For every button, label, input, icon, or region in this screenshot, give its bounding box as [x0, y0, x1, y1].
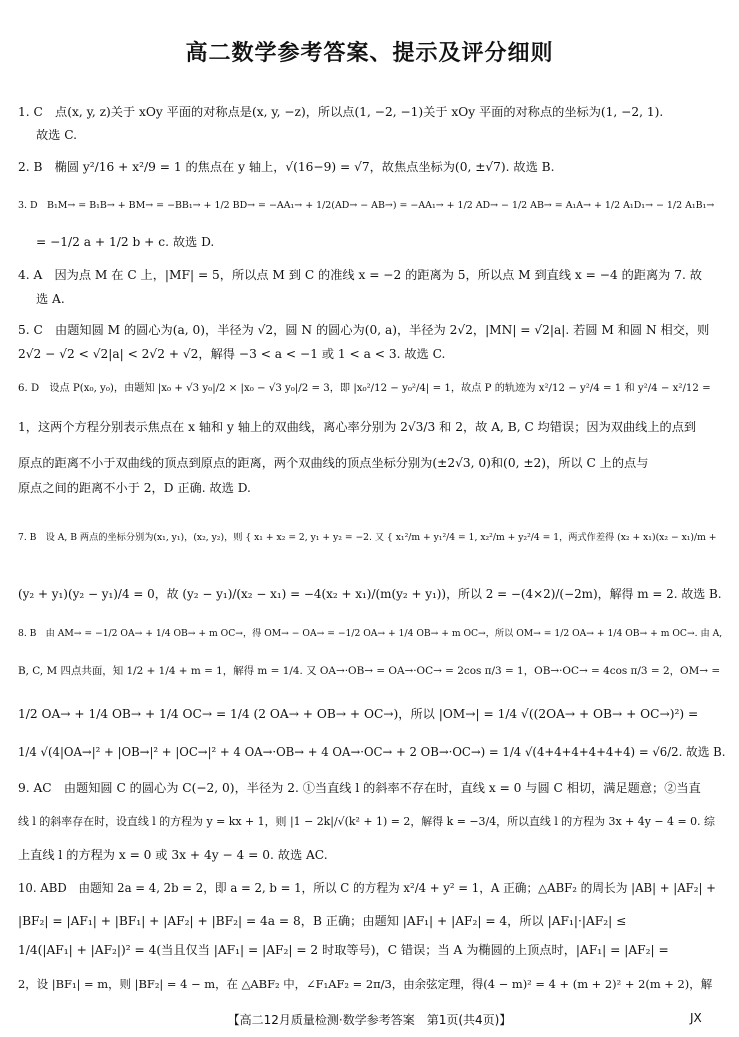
- answer-line-4: 3. D B₁M→ = B₁B→ + BM→ = −BB₁→ + 1/2 BD→ = −AA₁→ + 1/2(AD→ − AB→) = −AA₁→ + 1/2 AD→ − 1/2 AB→ = A₁A→ + 1/2 A₁D₁→ − 1/2 A₁B₁→: [18, 200, 715, 211]
- answer-line-11: 1，这两个方程分别表示焦点在 x 轴和 y 轴上的双曲线，离心率分别为 2√3/3 和 2，故 A, B, C 均错误；因为双曲线上的点到: [18, 420, 697, 434]
- answer-line-16: 8. B 由 AM→ = −1/2 OA→ + 1/4 OB→ + m OC→，得 OM→ − OA→ = −1/2 OA→ + 1/4 OB→ + m OC→，所以 OM→ = 1/2 OA→ + 1/4 OB→ + m OC→. 由 A,: [18, 628, 723, 639]
- answer-line-19: 1/4 √(4|OA→|² + |OB→|² + |OC→|² + 4 OA→·OB→ + 4 OA→·OC→ + 2 OB→·OC→) = 1/4 √(4+4+4+4+4+4) = √6/2. 故选 B.: [18, 745, 726, 759]
- page-footer: 【高二12月质量检测·数学参考答案 第1页(共4页)】: [227, 1013, 512, 1027]
- answer-line-21: 线 l 的斜率存在时，设直线 l 的方程为 y = kx + 1，则 |1 − 2k|/√(k² + 1) = 2，解得 k = −3/4，所以直线 l 的方程为 3x + 4y − 4 = 0. 综: [18, 815, 715, 828]
- answer-line-8: 5. C 由题知圆 M 的圆心为(a, 0)，半径为 √2，圆 N 的圆心为(0, a)，半径为 2√2，|MN| = √2|a|. 若圆 M 和圆 N 相交，则: [18, 323, 710, 337]
- answer-line-7: 选 A.: [36, 292, 65, 306]
- answer-line-13: 原点之间的距离不小于 2，D 正确. 故选 D.: [18, 481, 251, 495]
- footer-tag: JX: [690, 1011, 702, 1025]
- answer-line-17: B, C, M 四点共面，知 1/2 + 1/4 + m = 1，解得 m = 1/4. 又 OA→·OB→ = OA→·OC→ = 2cos π/3 = 1，OB→·OC→ = 4cos π/3 = 2，OM→ =: [18, 665, 721, 677]
- answer-line-2: 故选 C.: [36, 128, 78, 142]
- answer-line-22: 上直线 l 的方程为 x = 0 或 3x + 4y − 4 = 0. 故选 AC.: [18, 848, 328, 862]
- answer-line-23: 10. ABD 由题知 2a = 4, 2b = 2，即 a = 2, b = 1，所以 C 的方程为 x²/4 + y² = 1，A 正确；△ABF₂ 的周长为 |AB| + |AF₂| +: [18, 881, 716, 895]
- answer-line-14: 7. B 设 A, B 两点的坐标分别为(x₁, y₁)，(x₂, y₂)，则 { x₁ + x₂ = 2, y₁ + y₂ = −2. 又 { x₁²/m + y₁²/4 = 1, x₂²/m + y₂²/4 = 1，两式作差得 (x₂ + x₁)(x₂ − x₁)/m +: [18, 532, 717, 543]
- answer-line-18: 1/2 OA→ + 1/4 OB→ + 1/4 OC→ = 1/4 (2 OA→ + OB→ + OC→)，所以 |OM→| = 1/4 √((2OA→ + OB→ + OC→)²) =: [18, 707, 699, 721]
- answer-line-26: 2，设 |BF₁| = m，则 |BF₂| = 4 − m，在 △ABF₂ 中，∠F₁AF₂ = 2π/3，由余弦定理，得(4 − m)² = 4 + (m + 2)² + 2(m + 2)，解: [18, 977, 713, 991]
- answer-line-20: 9. AC 由题知圆 C 的圆心为 C(−2, 0)，半径为 2. ①当直线 l 的斜率不存在时，直线 x = 0 与圆 C 相切，满足题意；②当直: [18, 781, 701, 795]
- answer-line-15: (y₂ + y₁)(y₂ − y₁)/4 = 0，故 (y₂ − y₁)/(x₂ − x₁) = −4(x₂ + x₁)/(m(y₂ + y₁))，所以 2 = −(4×2)/(−2m)，解得 m = 2. 故选 B.: [18, 587, 722, 601]
- answer-line-12: 原点的距离不小于双曲线的顶点到原点的距离，两个双曲线的顶点坐标分别为(±2√3, 0)和(0, ±2)，所以 C 上的点与: [18, 456, 649, 470]
- answer-line-25: 1/4(|AF₁| + |AF₂|)² = 4(当且仅当 |AF₁| = |AF₂| = 2 时取等号)，C 错误；当 A 为椭圆的上顶点时，|AF₁| = |AF₂| =: [18, 943, 669, 957]
- answer-line-1: 1. C 点(x, y, z)关于 xOy 平面的对称点是(x, y, −z)，所以点(1, −2, −1)关于 xOy 平面的对称点的坐标为(1, −2, 1).: [18, 105, 664, 119]
- answer-line-3: 2. B 椭圆 y²/16 + x²/9 = 1 的焦点在 y 轴上，√(16−9) = √7，故焦点坐标为(0, ±√7). 故选 B.: [18, 160, 555, 174]
- answer-line-10: 6. D 设点 P(x₀, y₀)，由题知 |x₀ + √3 y₀|/2 × |x₀ − √3 y₀|/2 = 3，即 |x₀²/12 − y₀²/4| = 1，故点 P 的轨迹为 x²/12 − y²/4 = 1 和 y²/4 − x²/12 =: [18, 383, 711, 394]
- answer-line-24: |BF₂| = |AF₁| + |BF₁| + |AF₂| + |BF₂| = 4a = 8，B 正确；由题知 |AF₁| + |AF₂| = 4，所以 |AF₁|·|AF₂| ≤: [18, 914, 627, 928]
- answer-line-5: = −1/2 a + 1/2 b + c. 故选 D.: [36, 235, 215, 249]
- answer-line-6: 4. A 因为点 M 在 C 上，|MF| = 5，所以点 M 到 C 的准线 x = −2 的距离为 5，所以点 M 到直线 x = −4 的距离为 7. 故: [18, 268, 702, 282]
- answer-line-9: 2√2 − √2 < √2|a| < 2√2 + √2，解得 −3 < a < −1 或 1 < a < 3. 故选 C.: [18, 347, 446, 361]
- page-title: 高二数学参考答案、提示及评分细则: [185, 41, 554, 66]
